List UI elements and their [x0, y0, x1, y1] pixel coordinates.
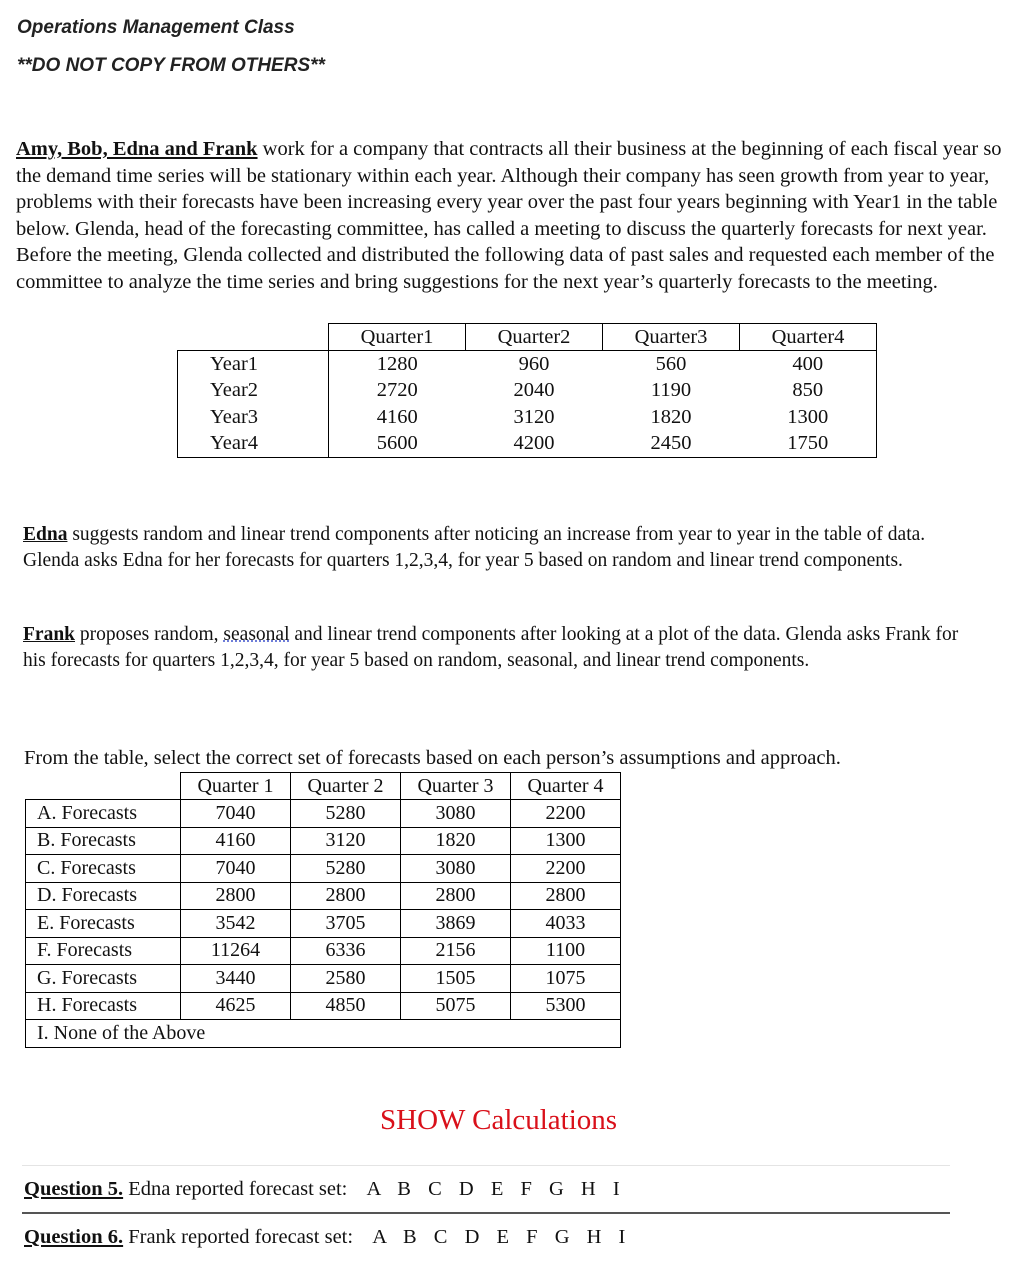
table-row — [178, 351, 877, 378]
table-cell: 1190 — [650, 379, 692, 402]
table-cell: 560 — [655, 352, 687, 375]
copy-warning: **DO NOT COPY FROM OTHERS** — [17, 55, 325, 76]
option-label: B. Forecasts — [26, 827, 181, 855]
table-cell: 3120 — [291, 827, 401, 855]
table-cell: 2720 — [376, 379, 418, 402]
table-cell: 5280 — [291, 855, 401, 883]
table-cell: 1300 — [787, 405, 829, 428]
table-cell: 2200 — [511, 800, 621, 828]
option-label: C. Forecasts — [26, 855, 181, 883]
question-6 — [24, 1226, 631, 1249]
table-cell: 5280 — [291, 800, 401, 828]
table-cell: 6336 — [291, 937, 401, 965]
sales-header-q4: Quarter4 — [740, 324, 877, 351]
table-cell: 3440 — [181, 965, 291, 993]
frank-name: Frank — [23, 624, 76, 645]
table-cell: 2200 — [511, 855, 621, 883]
question-6-choices: A B C D E F G H I — [372, 1226, 632, 1248]
table-cell: 2800 — [181, 882, 291, 910]
intro-text: work for a company that contracts all their business at the beginning of each fiscal year so the demand time series will be stationary within each year. Although their company has seen growth from year to year, problems with their forecasts have been increasing every year over the past four years beginning with Year1 in the table below. Glenda, head of the forecasting committee, has called a meeting to discuss the quarterly forecasts for next year. Before the meeting, Glenda collected and distributed the following data of past sales and requested each member of the committee to analyze the time series and bring suggestions for the next year’s quarterly forecasts to the meeting. — [16, 138, 1002, 293]
table-cell: 4033 — [511, 910, 621, 938]
table-row — [26, 937, 621, 965]
table-cell: 4200 — [513, 432, 555, 455]
table-cell: 5600 — [376, 432, 418, 455]
frank-paragraph — [23, 622, 983, 673]
show-calculations-heading: SHOW Calculations — [380, 1104, 618, 1136]
year-label: Year3 — [178, 404, 329, 431]
question-5 — [24, 1178, 626, 1201]
frank-text-b: and linear trend components after looking at a plot of the data. Glenda asks Frank for his forecasts for quarters 1,2,3,4, for year 5 based on random, seasonal, and linear trend components. — [23, 624, 959, 671]
question-6-text: Frank reported forecast set: — [128, 1226, 354, 1248]
options-header-q2: Quarter 2 — [291, 773, 401, 800]
table-cell: 1820 — [401, 827, 511, 855]
table-cell: 4850 — [291, 992, 401, 1020]
intro-paragraph — [16, 136, 1006, 295]
table-cell: 1280 — [376, 352, 418, 375]
table-cell: 7040 — [181, 800, 291, 828]
table-cell: 2450 — [650, 432, 692, 455]
table-cell: 3705 — [291, 910, 401, 938]
question-5-label: Question 5. — [24, 1178, 124, 1200]
options-header-q4: Quarter 4 — [511, 773, 621, 800]
table-cell: 1100 — [511, 937, 621, 965]
intro-names: Amy, Bob, Edna and Frank — [16, 138, 258, 160]
question-5-choices: A B C D E F G H I — [366, 1178, 626, 1200]
sales-data-table — [177, 323, 877, 458]
option-none: I. None of the Above — [26, 1020, 621, 1048]
table-cell: 3080 — [401, 855, 511, 883]
sales-header-q3: Quarter3 — [603, 324, 740, 351]
question-5-text: Edna reported forecast set: — [128, 1178, 348, 1200]
table-row — [26, 855, 621, 883]
table-cell: 2800 — [511, 882, 621, 910]
option-label: H. Forecasts — [26, 992, 181, 1020]
table-row — [26, 992, 621, 1020]
course-title: Operations Management Class — [17, 17, 295, 38]
table-cell: 400 — [792, 352, 824, 375]
table-cell: 960 — [518, 352, 550, 375]
table-row — [26, 1020, 621, 1048]
option-label: F. Forecasts — [26, 937, 181, 965]
table-cell: 1075 — [511, 965, 621, 993]
forecast-options-table — [25, 772, 621, 1048]
table-cell: 3869 — [401, 910, 511, 938]
table-cell: 4625 — [181, 992, 291, 1020]
frank-seasonal-word: seasonal — [223, 624, 290, 645]
option-label: D. Forecasts — [26, 882, 181, 910]
table-cell: 3120 — [513, 405, 555, 428]
year-label: Year2 — [178, 378, 329, 405]
table-cell: 2156 — [401, 937, 511, 965]
table-cell: 3542 — [181, 910, 291, 938]
table-cell: 2800 — [291, 882, 401, 910]
sales-header-q1: Quarter1 — [329, 324, 466, 351]
table-cell: 4160 — [376, 405, 418, 428]
divider — [22, 1212, 950, 1214]
option-label: A. Forecasts — [26, 800, 181, 828]
table-cell: 3080 — [401, 800, 511, 828]
table-cell: 2800 — [401, 882, 511, 910]
table-cell: 850 — [792, 379, 824, 402]
frank-text-a: proposes random, — [75, 624, 224, 645]
option-label: G. Forecasts — [26, 965, 181, 993]
table-cell: 2580 — [291, 965, 401, 993]
sales-header-q2: Quarter2 — [466, 324, 603, 351]
table-row — [26, 882, 621, 910]
question-6-label: Question 6. — [24, 1226, 124, 1248]
table-row — [26, 827, 621, 855]
table-cell: 1505 — [401, 965, 511, 993]
divider — [22, 1165, 950, 1166]
table-row — [178, 378, 877, 405]
table-cell: 5075 — [401, 992, 511, 1020]
edna-paragraph — [23, 522, 983, 573]
table-cell: 4160 — [181, 827, 291, 855]
table-row — [178, 431, 877, 458]
edna-name: Edna — [23, 524, 68, 545]
table-row — [26, 965, 621, 993]
table-cell: 5300 — [511, 992, 621, 1020]
table-cell: 7040 — [181, 855, 291, 883]
table-cell: 1750 — [787, 432, 829, 455]
year-label: Year1 — [178, 351, 329, 378]
table-cell: 1300 — [511, 827, 621, 855]
table-cell: 2040 — [513, 379, 555, 402]
option-label: E. Forecasts — [26, 910, 181, 938]
table-cell: 11264 — [181, 937, 291, 965]
select-instruction: From the table, select the correct set of forecasts based on each person’s assumptions and approach. — [24, 747, 841, 769]
table-row — [178, 404, 877, 431]
year-label: Year4 — [178, 431, 329, 458]
table-row — [26, 910, 621, 938]
table-row — [26, 800, 621, 828]
table-cell: 1820 — [650, 405, 692, 428]
edna-text: suggests random and linear trend components after noticing an increase from year to year in the table of data. Glenda asks Edna for her forecasts for quarters 1,2,3,4, for year 5 based on random and linear trend components. — [23, 524, 926, 571]
options-header-q3: Quarter 3 — [401, 773, 511, 800]
options-header-q1: Quarter 1 — [181, 773, 291, 800]
